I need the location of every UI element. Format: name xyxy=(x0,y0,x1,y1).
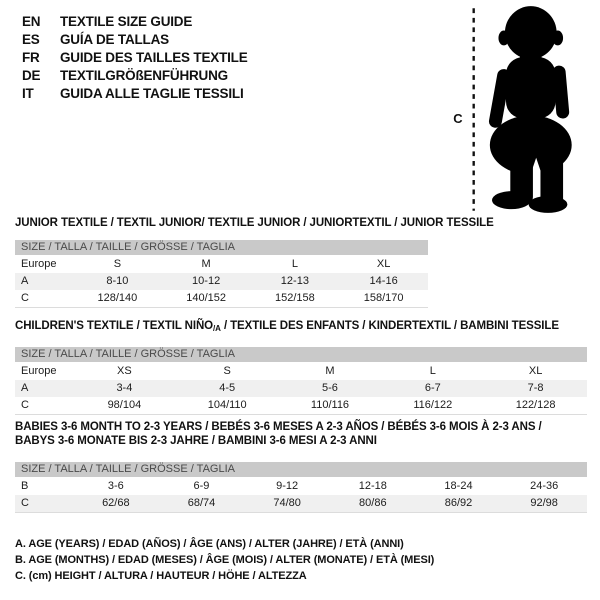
table-cell: 12-18 xyxy=(358,480,387,492)
table-cell: 116/122 xyxy=(413,399,453,411)
footnote-line: A. AGE (YEARS) / EDAD (AÑOS) / ÂGE (ANS) / ALTER (JAHRE) / ETÀ (ANNI) xyxy=(15,538,404,550)
language-list xyxy=(22,13,248,103)
guide-title: GUÍA DE TALLAS xyxy=(60,32,169,47)
row-label: A xyxy=(21,275,29,287)
footnote-line: B. AGE (MONTHS) / EDAD (MESES) / ÂGE (MOIS) / ALTER (MONATE) / ETÀ (MESI) xyxy=(15,554,435,566)
table-row xyxy=(15,478,587,495)
table-cell: 110/116 xyxy=(310,399,350,411)
guide-title: TEXTILE SIZE GUIDE xyxy=(60,14,193,29)
table-row xyxy=(15,495,587,513)
size-header-bar: SIZE / TALLA / TAILLE / GRÖSSE / TAGLIA xyxy=(15,240,428,255)
measure-label-c: C xyxy=(453,110,463,126)
guide-title: GUIDE DES TAILLES TEXTILE xyxy=(60,50,248,65)
language-row xyxy=(22,31,248,49)
footnote-line: C. (cm) HEIGHT / ALTURA / HAUTEUR / HÖHE / ALTEZZA xyxy=(15,570,307,582)
row-label: A xyxy=(21,382,29,394)
table-row xyxy=(15,363,587,380)
table-cell: 10-12 xyxy=(192,275,221,287)
table-row xyxy=(15,290,428,308)
table-cell: XL xyxy=(528,365,543,377)
table-row xyxy=(15,273,428,290)
table-title xyxy=(15,216,587,230)
footnotes xyxy=(15,536,434,584)
table-title-subscript: /A xyxy=(213,324,221,333)
table-cell: 6-9 xyxy=(193,480,210,492)
table-title-text: / TEXTILE DES ENFANTS / KINDERTEXTIL / BAMBINI TESSILE xyxy=(220,320,559,332)
table-title-text: CHILDREN'S TEXTILE / TEXTIL NIÑO xyxy=(15,320,214,332)
table-cell: L xyxy=(429,365,436,377)
table-cell: 24-36 xyxy=(530,480,559,492)
table-cell: S xyxy=(223,365,231,377)
table-cell: 9-12 xyxy=(276,480,299,492)
table-cell: L xyxy=(291,258,298,270)
baby-body xyxy=(488,6,572,175)
table-cell: 80/86 xyxy=(359,497,387,509)
language-row xyxy=(22,67,248,85)
table-cell: 98/104 xyxy=(107,399,142,411)
baby-silhouette-icon xyxy=(450,3,590,215)
table-cell: 4-5 xyxy=(219,382,236,394)
size-header-bar: SIZE / TALLA / TAILLE / GRÖSSE / TAGLIA xyxy=(15,347,587,362)
table-title xyxy=(15,420,563,448)
table-cell: 140/152 xyxy=(186,292,226,304)
table-cell: 104/110 xyxy=(207,399,247,411)
table-title-text: JUNIOR TEXTILE / TEXTIL JUNIOR/ TEXTILE JUNIOR / JUNIORTEXTIL / JUNIOR TESSILE xyxy=(15,217,494,229)
size-table-section xyxy=(15,319,587,415)
table-title-text: BABIES 3-6 MONTH TO 2-3 YEARS / BEBÉS 3-6 MESES A 2-3 AÑOS / BÉBÉS 3-6 MOIS À 2-3 ANS / BABYS 3-6 MONATE BIS 2-3 JAHRE / BAMBINI 3-6 MESI A 2-3 ANNI xyxy=(15,421,542,447)
table-cell: S xyxy=(113,258,122,270)
table-cell: 8-10 xyxy=(106,275,129,287)
language-row xyxy=(22,85,248,103)
language-code: DE xyxy=(22,68,41,83)
table-cell: M xyxy=(201,258,211,270)
table-cell: M xyxy=(325,365,335,377)
table-cell: 152/158 xyxy=(274,292,315,304)
language-row xyxy=(22,13,248,31)
table-cell: 68/74 xyxy=(187,497,216,509)
table-cell: 3-4 xyxy=(116,382,133,394)
row-label: Europe xyxy=(21,258,57,270)
table-cell: 18-24 xyxy=(444,480,473,492)
table-cell: XS xyxy=(117,365,132,377)
language-row xyxy=(22,49,248,67)
table-cell: 12-13 xyxy=(280,275,309,287)
language-code: FR xyxy=(22,50,40,65)
table-cell: 3-6 xyxy=(107,480,124,492)
row-label: C xyxy=(21,497,29,509)
guide-title: TEXTILGRÖßENFÜHRUNG xyxy=(60,68,228,83)
table-cell: 158/170 xyxy=(363,292,404,304)
table-cell: 122/128 xyxy=(515,399,556,411)
table-cell: 14-16 xyxy=(369,275,398,287)
row-label: C xyxy=(21,399,29,411)
table-title xyxy=(15,319,587,334)
table-row xyxy=(15,256,428,273)
row-label: Europe xyxy=(21,365,57,377)
language-code: EN xyxy=(22,14,41,29)
table-cell: 6-7 xyxy=(424,382,441,394)
table-row xyxy=(15,380,587,397)
size-table-section xyxy=(15,216,587,308)
row-label: B xyxy=(21,480,29,492)
guide-title: GUIDA ALLE TAGLIE TESSILI xyxy=(60,86,244,101)
size-header-bar: SIZE / TALLA / TAILLE / GRÖSSE / TAGLIA xyxy=(15,462,587,477)
table-cell: 74/80 xyxy=(273,497,301,509)
table-row xyxy=(15,397,587,415)
table-cell: XL xyxy=(376,258,391,270)
row-label: C xyxy=(21,292,29,304)
language-code: IT xyxy=(22,86,34,101)
table-cell: 92/98 xyxy=(530,497,558,509)
figure-baby xyxy=(450,3,590,215)
table-cell: 5-6 xyxy=(322,382,338,394)
size-table-section xyxy=(15,420,587,513)
table-cell: 7-8 xyxy=(527,382,544,394)
language-code: ES xyxy=(22,32,40,47)
table-cell: 128/140 xyxy=(97,292,138,304)
table-cell: 62/68 xyxy=(102,497,130,509)
table-cell: 86/92 xyxy=(444,497,473,509)
